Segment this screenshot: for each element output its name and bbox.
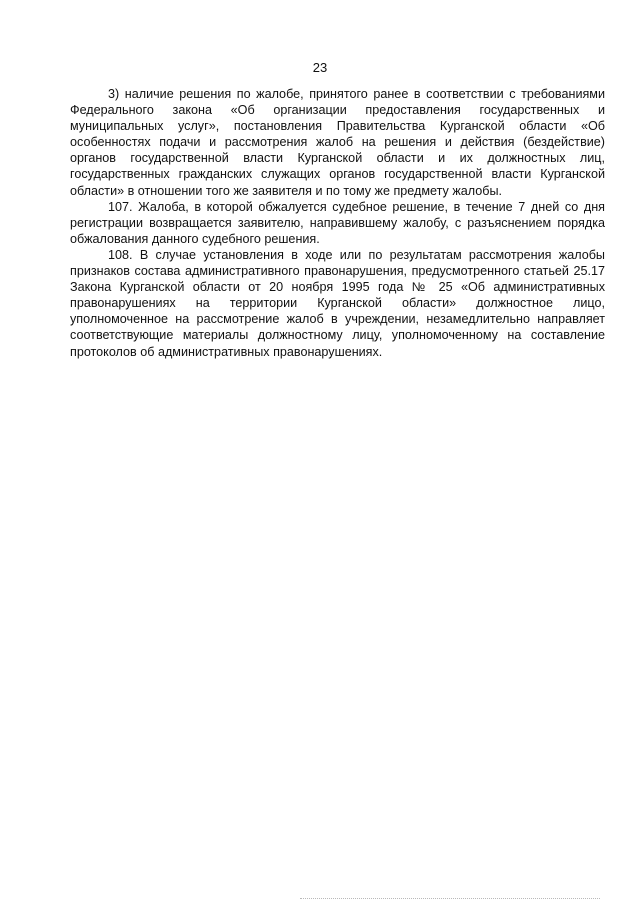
paragraph-108: 108. В случае установления в ходе или по результатам рассмотрения жалобы признаков состава административного правонарушения, предусмотренного статьей 25.17 Закона Курганской области от 20 ноября 1995 года № 25 «Об административных правонарушениях на территории Курганской области» должностное лицо, уполномоченное на рассмотрение жалоб в учреждении, незамедлительно направляет соответствующие материалы должностному лицу, уполномоченному на составление протоколов об административных правонарушениях.	[70, 247, 605, 359]
paragraph-107: 107. Жалоба, в которой обжалуется судебное решение, в течение 7 дней со дня регистрации возвращается заявителю, направившему жалобу, с разъяснением порядка обжалования данного судебного решения.	[70, 199, 605, 246]
scan-edge-line	[300, 898, 600, 900]
paragraph-item-3: 3) наличие решения по жалобе, принятого ранее в соответствии с требованиями Федерального закона «Об организации предоставления государственных и муниципальных услуг», постановления Правительства Курганской области «Об особенностях подачи и рассмотрения жалоб на решения и действия (бездействие) органов государственной власти Курганской области и их должностных лиц, государственных гражданских служащих органов государственной власти Курганской области» в отношении того же заявителя и по тому же предмету жалобы.	[70, 87, 605, 198]
page-number: 23	[312, 60, 328, 75]
document-body	[70, 86, 605, 360]
